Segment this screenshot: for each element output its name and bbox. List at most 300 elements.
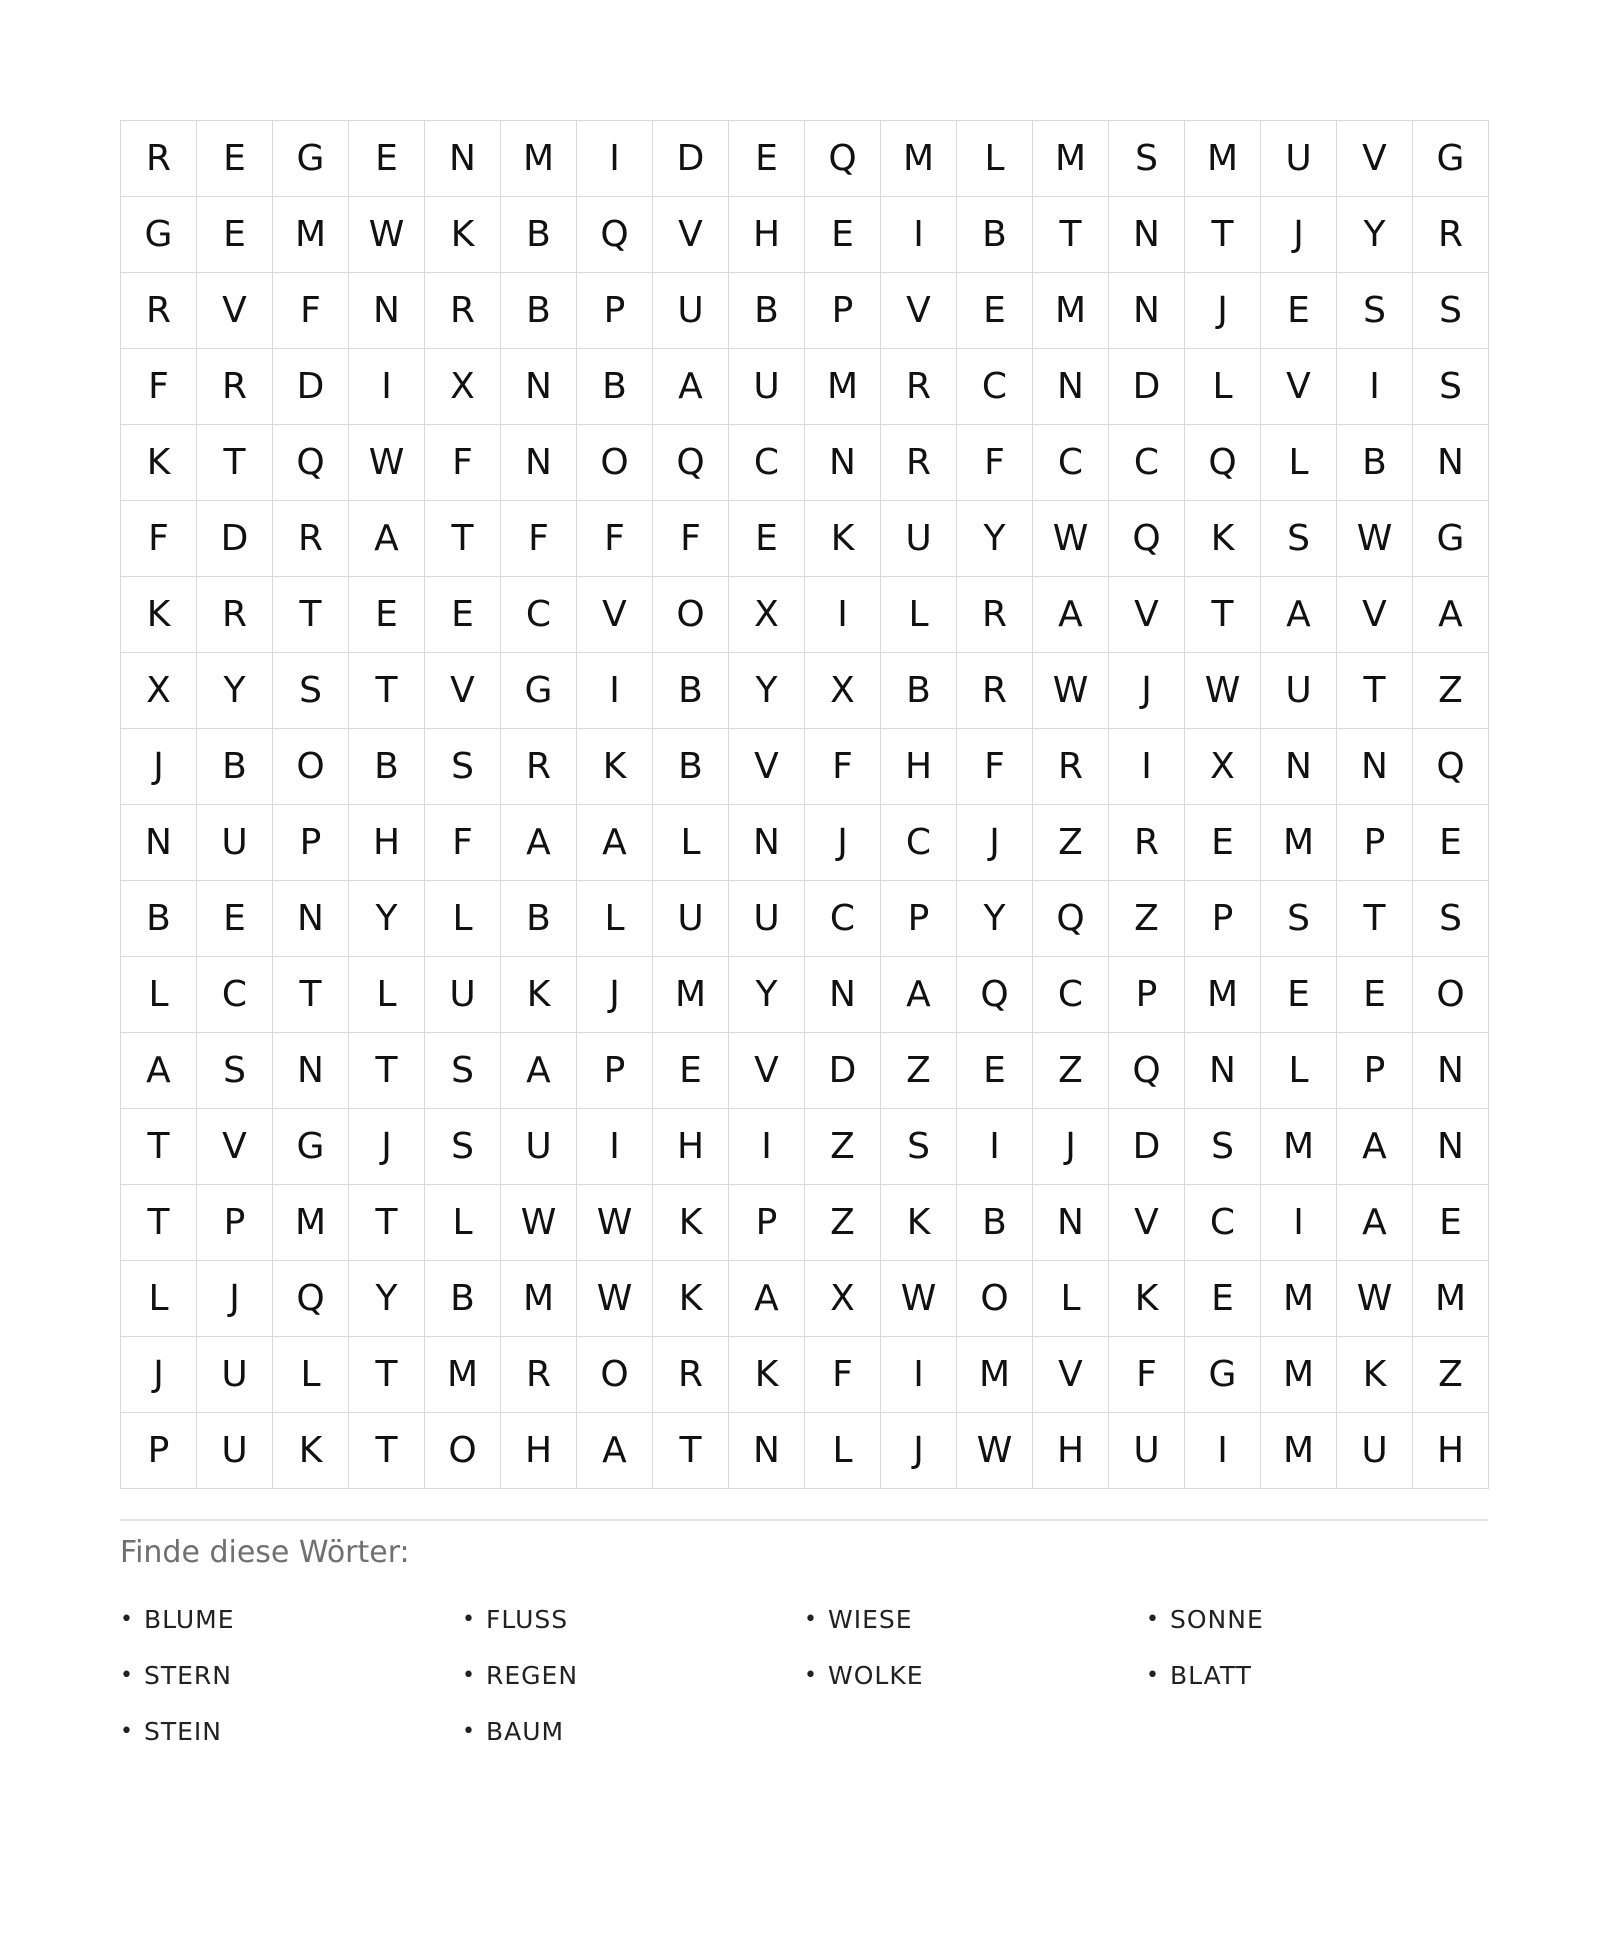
grid-cell[interactable]: D <box>273 349 349 425</box>
grid-cell[interactable]: J <box>1033 1109 1109 1185</box>
grid-cell[interactable]: N <box>1033 1185 1109 1261</box>
grid-cell[interactable]: K <box>881 1185 957 1261</box>
grid-cell[interactable]: Z <box>1033 805 1109 881</box>
grid-cell[interactable]: U <box>1261 121 1337 197</box>
grid-cell[interactable]: L <box>1261 1033 1337 1109</box>
grid-cell[interactable]: E <box>1413 805 1489 881</box>
grid-cell[interactable]: D <box>1109 349 1185 425</box>
grid-cell[interactable]: L <box>653 805 729 881</box>
grid-cell[interactable]: T <box>1185 197 1261 273</box>
grid-cell[interactable]: W <box>577 1261 653 1337</box>
grid-cell[interactable]: A <box>577 1413 653 1489</box>
grid-cell[interactable]: F <box>653 501 729 577</box>
grid-cell[interactable]: T <box>273 577 349 653</box>
grid-cell[interactable]: O <box>653 577 729 653</box>
grid-cell[interactable]: J <box>881 1413 957 1489</box>
grid-cell[interactable]: G <box>273 1109 349 1185</box>
grid-cell[interactable]: E <box>1185 1261 1261 1337</box>
grid-cell[interactable]: I <box>1261 1185 1337 1261</box>
grid-cell[interactable]: K <box>577 729 653 805</box>
grid-cell[interactable]: R <box>957 653 1033 729</box>
grid-cell[interactable]: B <box>653 653 729 729</box>
grid-cell[interactable]: J <box>121 1337 197 1413</box>
grid-cell[interactable]: P <box>1109 957 1185 1033</box>
grid-cell[interactable]: H <box>653 1109 729 1185</box>
grid-cell[interactable]: X <box>121 653 197 729</box>
grid-cell[interactable]: H <box>729 197 805 273</box>
grid-cell[interactable]: Q <box>1413 729 1489 805</box>
grid-cell[interactable]: M <box>881 121 957 197</box>
grid-cell[interactable]: N <box>425 121 501 197</box>
grid-cell[interactable]: E <box>197 121 273 197</box>
grid-cell[interactable]: M <box>1185 121 1261 197</box>
grid-cell[interactable]: B <box>501 273 577 349</box>
grid-cell[interactable]: D <box>805 1033 881 1109</box>
grid-cell[interactable]: V <box>1337 121 1413 197</box>
grid-cell[interactable]: T <box>349 1337 425 1413</box>
grid-cell[interactable]: S <box>1337 273 1413 349</box>
grid-cell[interactable]: L <box>805 1413 881 1489</box>
grid-cell[interactable]: U <box>1261 653 1337 729</box>
grid-cell[interactable]: A <box>1261 577 1337 653</box>
grid-cell[interactable]: R <box>273 501 349 577</box>
grid-cell[interactable]: W <box>1033 653 1109 729</box>
grid-cell[interactable]: I <box>881 197 957 273</box>
grid-cell[interactable]: H <box>1413 1413 1489 1489</box>
grid-cell[interactable]: M <box>957 1337 1033 1413</box>
grid-cell[interactable]: C <box>1109 425 1185 501</box>
grid-cell[interactable]: U <box>197 805 273 881</box>
grid-cell[interactable]: S <box>1185 1109 1261 1185</box>
grid-cell[interactable]: K <box>1337 1337 1413 1413</box>
grid-cell[interactable]: C <box>1033 957 1109 1033</box>
grid-cell[interactable]: J <box>957 805 1033 881</box>
grid-cell[interactable]: M <box>1033 121 1109 197</box>
grid-cell[interactable]: W <box>577 1185 653 1261</box>
grid-cell[interactable]: M <box>273 1185 349 1261</box>
grid-cell[interactable]: P <box>729 1185 805 1261</box>
grid-cell[interactable]: N <box>1413 425 1489 501</box>
grid-cell[interactable]: D <box>1109 1109 1185 1185</box>
grid-cell[interactable]: Q <box>1109 501 1185 577</box>
grid-cell[interactable]: N <box>805 957 881 1033</box>
grid-cell[interactable]: Q <box>273 1261 349 1337</box>
grid-cell[interactable]: D <box>197 501 273 577</box>
grid-cell[interactable]: J <box>805 805 881 881</box>
grid-cell[interactable]: E <box>1185 805 1261 881</box>
grid-cell[interactable]: U <box>197 1413 273 1489</box>
grid-cell[interactable]: T <box>1337 881 1413 957</box>
grid-cell[interactable]: G <box>1413 501 1489 577</box>
grid-cell[interactable]: G <box>121 197 197 273</box>
grid-cell[interactable]: F <box>121 349 197 425</box>
grid-cell[interactable]: Y <box>957 881 1033 957</box>
grid-cell[interactable]: V <box>1261 349 1337 425</box>
grid-cell[interactable]: E <box>957 273 1033 349</box>
grid-cell[interactable]: J <box>577 957 653 1033</box>
grid-cell[interactable]: U <box>501 1109 577 1185</box>
grid-cell[interactable]: E <box>729 501 805 577</box>
grid-cell[interactable]: L <box>425 1185 501 1261</box>
grid-cell[interactable]: H <box>881 729 957 805</box>
grid-cell[interactable]: Z <box>1033 1033 1109 1109</box>
grid-cell[interactable]: R <box>957 577 1033 653</box>
grid-cell[interactable]: L <box>425 881 501 957</box>
grid-cell[interactable]: V <box>881 273 957 349</box>
grid-cell[interactable]: A <box>1033 577 1109 653</box>
grid-cell[interactable]: R <box>121 121 197 197</box>
grid-cell[interactable]: Z <box>1413 1337 1489 1413</box>
grid-cell[interactable]: E <box>425 577 501 653</box>
grid-cell[interactable]: L <box>957 121 1033 197</box>
grid-cell[interactable]: T <box>349 653 425 729</box>
grid-cell[interactable]: E <box>197 881 273 957</box>
grid-cell[interactable]: J <box>1109 653 1185 729</box>
grid-cell[interactable]: U <box>653 881 729 957</box>
grid-cell[interactable]: B <box>1337 425 1413 501</box>
grid-cell[interactable]: X <box>1185 729 1261 805</box>
grid-cell[interactable]: B <box>501 881 577 957</box>
grid-cell[interactable]: Q <box>577 197 653 273</box>
grid-cell[interactable]: B <box>957 1185 1033 1261</box>
grid-cell[interactable]: G <box>501 653 577 729</box>
grid-cell[interactable]: Q <box>1109 1033 1185 1109</box>
grid-cell[interactable]: W <box>1185 653 1261 729</box>
grid-cell[interactable]: P <box>881 881 957 957</box>
grid-cell[interactable]: B <box>881 653 957 729</box>
grid-cell[interactable]: B <box>957 197 1033 273</box>
grid-cell[interactable]: J <box>349 1109 425 1185</box>
grid-cell[interactable]: M <box>653 957 729 1033</box>
grid-cell[interactable]: K <box>1109 1261 1185 1337</box>
grid-cell[interactable]: G <box>1413 121 1489 197</box>
grid-cell[interactable]: F <box>577 501 653 577</box>
grid-cell[interactable]: S <box>1261 501 1337 577</box>
grid-cell[interactable]: H <box>1033 1413 1109 1489</box>
grid-cell[interactable]: S <box>881 1109 957 1185</box>
grid-cell[interactable]: N <box>729 805 805 881</box>
grid-cell[interactable]: K <box>729 1337 805 1413</box>
grid-cell[interactable]: A <box>1413 577 1489 653</box>
grid-cell[interactable]: A <box>1337 1185 1413 1261</box>
grid-cell[interactable]: Z <box>1413 653 1489 729</box>
grid-cell[interactable]: B <box>577 349 653 425</box>
grid-cell[interactable]: B <box>653 729 729 805</box>
grid-cell[interactable]: D <box>653 121 729 197</box>
grid-cell[interactable]: O <box>577 1337 653 1413</box>
grid-cell[interactable]: S <box>425 1033 501 1109</box>
grid-cell[interactable]: T <box>121 1185 197 1261</box>
grid-cell[interactable]: F <box>1109 1337 1185 1413</box>
grid-cell[interactable]: R <box>501 729 577 805</box>
grid-cell[interactable]: Z <box>881 1033 957 1109</box>
grid-cell[interactable]: S <box>425 729 501 805</box>
grid-cell[interactable]: N <box>1413 1033 1489 1109</box>
grid-cell[interactable]: I <box>577 1109 653 1185</box>
grid-cell[interactable]: J <box>197 1261 273 1337</box>
grid-cell[interactable]: M <box>501 1261 577 1337</box>
grid-cell[interactable]: V <box>729 729 805 805</box>
grid-cell[interactable]: R <box>197 349 273 425</box>
grid-cell[interactable]: O <box>425 1413 501 1489</box>
grid-cell[interactable]: E <box>653 1033 729 1109</box>
grid-cell[interactable]: N <box>1185 1033 1261 1109</box>
grid-cell[interactable]: C <box>501 577 577 653</box>
grid-cell[interactable]: Y <box>349 1261 425 1337</box>
grid-cell[interactable]: M <box>1261 805 1337 881</box>
grid-cell[interactable]: W <box>957 1413 1033 1489</box>
grid-cell[interactable]: P <box>273 805 349 881</box>
grid-cell[interactable]: N <box>273 1033 349 1109</box>
grid-cell[interactable]: H <box>349 805 425 881</box>
grid-cell[interactable]: N <box>349 273 425 349</box>
grid-cell[interactable]: L <box>121 1261 197 1337</box>
grid-cell[interactable]: T <box>349 1413 425 1489</box>
grid-cell[interactable]: V <box>197 273 273 349</box>
grid-cell[interactable]: M <box>273 197 349 273</box>
grid-cell[interactable]: T <box>349 1185 425 1261</box>
grid-cell[interactable]: U <box>729 881 805 957</box>
grid-cell[interactable]: B <box>349 729 425 805</box>
grid-cell[interactable]: N <box>1033 349 1109 425</box>
grid-cell[interactable]: I <box>881 1337 957 1413</box>
grid-cell[interactable]: R <box>1413 197 1489 273</box>
grid-cell[interactable]: N <box>729 1413 805 1489</box>
grid-cell[interactable]: F <box>121 501 197 577</box>
grid-cell[interactable]: T <box>197 425 273 501</box>
grid-cell[interactable]: Z <box>805 1109 881 1185</box>
grid-cell[interactable]: H <box>501 1413 577 1489</box>
grid-cell[interactable]: F <box>805 729 881 805</box>
grid-cell[interactable]: F <box>805 1337 881 1413</box>
grid-cell[interactable]: L <box>577 881 653 957</box>
grid-cell[interactable]: P <box>1337 1033 1413 1109</box>
grid-cell[interactable]: W <box>501 1185 577 1261</box>
grid-cell[interactable]: F <box>957 729 1033 805</box>
grid-cell[interactable]: C <box>957 349 1033 425</box>
grid-cell[interactable]: P <box>1185 881 1261 957</box>
grid-cell[interactable]: G <box>273 121 349 197</box>
grid-cell[interactable]: E <box>197 197 273 273</box>
grid-cell[interactable]: X <box>805 653 881 729</box>
grid-cell[interactable]: K <box>805 501 881 577</box>
grid-cell[interactable]: A <box>501 805 577 881</box>
grid-cell[interactable]: Q <box>805 121 881 197</box>
grid-cell[interactable]: U <box>197 1337 273 1413</box>
grid-cell[interactable]: N <box>1413 1109 1489 1185</box>
grid-cell[interactable]: C <box>805 881 881 957</box>
grid-cell[interactable]: S <box>197 1033 273 1109</box>
grid-cell[interactable]: V <box>1337 577 1413 653</box>
grid-cell[interactable]: M <box>1261 1261 1337 1337</box>
grid-cell[interactable]: U <box>1337 1413 1413 1489</box>
grid-cell[interactable]: K <box>653 1261 729 1337</box>
grid-cell[interactable]: S <box>425 1109 501 1185</box>
grid-cell[interactable]: S <box>1413 349 1489 425</box>
grid-cell[interactable]: I <box>805 577 881 653</box>
grid-cell[interactable]: L <box>1185 349 1261 425</box>
grid-cell[interactable]: L <box>881 577 957 653</box>
grid-cell[interactable]: N <box>1109 197 1185 273</box>
grid-cell[interactable]: E <box>1261 957 1337 1033</box>
grid-cell[interactable]: V <box>729 1033 805 1109</box>
grid-cell[interactable]: E <box>805 197 881 273</box>
grid-cell[interactable]: I <box>349 349 425 425</box>
grid-cell[interactable]: R <box>425 273 501 349</box>
grid-cell[interactable]: A <box>881 957 957 1033</box>
grid-cell[interactable]: J <box>1185 273 1261 349</box>
grid-cell[interactable]: R <box>881 349 957 425</box>
grid-cell[interactable]: U <box>653 273 729 349</box>
grid-cell[interactable]: E <box>349 577 425 653</box>
grid-cell[interactable]: S <box>1413 273 1489 349</box>
grid-cell[interactable]: K <box>273 1413 349 1489</box>
grid-cell[interactable]: T <box>1337 653 1413 729</box>
grid-cell[interactable]: B <box>729 273 805 349</box>
grid-cell[interactable]: Y <box>729 653 805 729</box>
grid-cell[interactable]: U <box>1109 1413 1185 1489</box>
grid-cell[interactable]: W <box>349 197 425 273</box>
grid-cell[interactable]: U <box>729 349 805 425</box>
grid-cell[interactable]: A <box>121 1033 197 1109</box>
grid-cell[interactable]: V <box>1033 1337 1109 1413</box>
grid-cell[interactable]: R <box>653 1337 729 1413</box>
grid-cell[interactable]: R <box>1109 805 1185 881</box>
grid-cell[interactable]: N <box>273 881 349 957</box>
grid-cell[interactable]: O <box>273 729 349 805</box>
grid-cell[interactable]: K <box>501 957 577 1033</box>
grid-cell[interactable]: J <box>1261 197 1337 273</box>
grid-cell[interactable]: M <box>1261 1337 1337 1413</box>
grid-cell[interactable]: E <box>1413 1185 1489 1261</box>
grid-cell[interactable]: I <box>729 1109 805 1185</box>
grid-cell[interactable]: B <box>501 197 577 273</box>
grid-cell[interactable]: L <box>273 1337 349 1413</box>
grid-cell[interactable]: C <box>1033 425 1109 501</box>
grid-cell[interactable]: C <box>881 805 957 881</box>
grid-cell[interactable]: M <box>1185 957 1261 1033</box>
grid-cell[interactable]: F <box>957 425 1033 501</box>
grid-cell[interactable]: E <box>1261 273 1337 349</box>
grid-cell[interactable]: T <box>653 1413 729 1489</box>
grid-cell[interactable]: W <box>349 425 425 501</box>
grid-cell[interactable]: M <box>1261 1109 1337 1185</box>
grid-cell[interactable]: T <box>425 501 501 577</box>
grid-cell[interactable]: Q <box>653 425 729 501</box>
grid-cell[interactable]: O <box>957 1261 1033 1337</box>
grid-cell[interactable]: X <box>425 349 501 425</box>
grid-cell[interactable]: B <box>425 1261 501 1337</box>
grid-cell[interactable]: Y <box>349 881 425 957</box>
grid-cell[interactable]: V <box>197 1109 273 1185</box>
grid-cell[interactable]: Y <box>197 653 273 729</box>
grid-cell[interactable]: Z <box>805 1185 881 1261</box>
grid-cell[interactable]: V <box>1109 1185 1185 1261</box>
grid-cell[interactable]: V <box>653 197 729 273</box>
grid-cell[interactable]: C <box>1185 1185 1261 1261</box>
grid-cell[interactable]: P <box>577 1033 653 1109</box>
grid-cell[interactable]: A <box>501 1033 577 1109</box>
grid-cell[interactable]: W <box>881 1261 957 1337</box>
grid-cell[interactable]: V <box>425 653 501 729</box>
grid-cell[interactable]: N <box>1109 273 1185 349</box>
grid-cell[interactable]: R <box>1033 729 1109 805</box>
grid-cell[interactable]: E <box>349 121 425 197</box>
grid-cell[interactable]: S <box>1261 881 1337 957</box>
grid-cell[interactable]: I <box>957 1109 1033 1185</box>
grid-cell[interactable]: F <box>425 425 501 501</box>
grid-cell[interactable]: M <box>805 349 881 425</box>
grid-cell[interactable]: L <box>121 957 197 1033</box>
grid-cell[interactable]: N <box>805 425 881 501</box>
grid-cell[interactable]: Q <box>1185 425 1261 501</box>
grid-cell[interactable]: X <box>729 577 805 653</box>
grid-cell[interactable]: P <box>121 1413 197 1489</box>
grid-cell[interactable]: V <box>577 577 653 653</box>
grid-cell[interactable]: Y <box>1337 197 1413 273</box>
grid-cell[interactable]: Y <box>729 957 805 1033</box>
grid-cell[interactable]: R <box>881 425 957 501</box>
grid-cell[interactable]: B <box>121 881 197 957</box>
grid-cell[interactable]: P <box>577 273 653 349</box>
grid-cell[interactable]: T <box>1185 577 1261 653</box>
grid-cell[interactable]: T <box>273 957 349 1033</box>
grid-cell[interactable]: J <box>121 729 197 805</box>
grid-cell[interactable]: Z <box>1109 881 1185 957</box>
grid-cell[interactable]: B <box>197 729 273 805</box>
grid-cell[interactable]: I <box>577 653 653 729</box>
grid-cell[interactable]: N <box>121 805 197 881</box>
grid-cell[interactable]: P <box>1337 805 1413 881</box>
grid-cell[interactable]: T <box>121 1109 197 1185</box>
grid-cell[interactable]: M <box>1413 1261 1489 1337</box>
grid-cell[interactable]: R <box>501 1337 577 1413</box>
grid-cell[interactable]: C <box>729 425 805 501</box>
grid-cell[interactable]: U <box>881 501 957 577</box>
grid-cell[interactable]: A <box>729 1261 805 1337</box>
grid-cell[interactable]: R <box>121 273 197 349</box>
grid-cell[interactable]: N <box>501 349 577 425</box>
grid-cell[interactable]: T <box>349 1033 425 1109</box>
grid-cell[interactable]: Y <box>957 501 1033 577</box>
grid-cell[interactable]: K <box>425 197 501 273</box>
grid-cell[interactable]: K <box>1185 501 1261 577</box>
grid-cell[interactable]: W <box>1337 1261 1413 1337</box>
grid-cell[interactable]: S <box>273 653 349 729</box>
grid-cell[interactable]: G <box>1185 1337 1261 1413</box>
grid-cell[interactable]: Q <box>1033 881 1109 957</box>
grid-cell[interactable]: L <box>1033 1261 1109 1337</box>
grid-cell[interactable]: I <box>1185 1413 1261 1489</box>
grid-cell[interactable]: C <box>197 957 273 1033</box>
grid-cell[interactable]: R <box>197 577 273 653</box>
grid-cell[interactable]: N <box>501 425 577 501</box>
grid-cell[interactable]: X <box>805 1261 881 1337</box>
grid-cell[interactable]: N <box>1261 729 1337 805</box>
grid-cell[interactable]: F <box>273 273 349 349</box>
grid-cell[interactable]: T <box>1033 197 1109 273</box>
grid-cell[interactable]: F <box>425 805 501 881</box>
grid-cell[interactable]: E <box>1337 957 1413 1033</box>
grid-cell[interactable]: N <box>1337 729 1413 805</box>
grid-cell[interactable]: A <box>349 501 425 577</box>
grid-cell[interactable]: S <box>1413 881 1489 957</box>
grid-cell[interactable]: K <box>121 577 197 653</box>
grid-cell[interactable]: P <box>197 1185 273 1261</box>
grid-cell[interactable]: M <box>1261 1413 1337 1489</box>
grid-cell[interactable]: W <box>1337 501 1413 577</box>
grid-cell[interactable]: P <box>805 273 881 349</box>
